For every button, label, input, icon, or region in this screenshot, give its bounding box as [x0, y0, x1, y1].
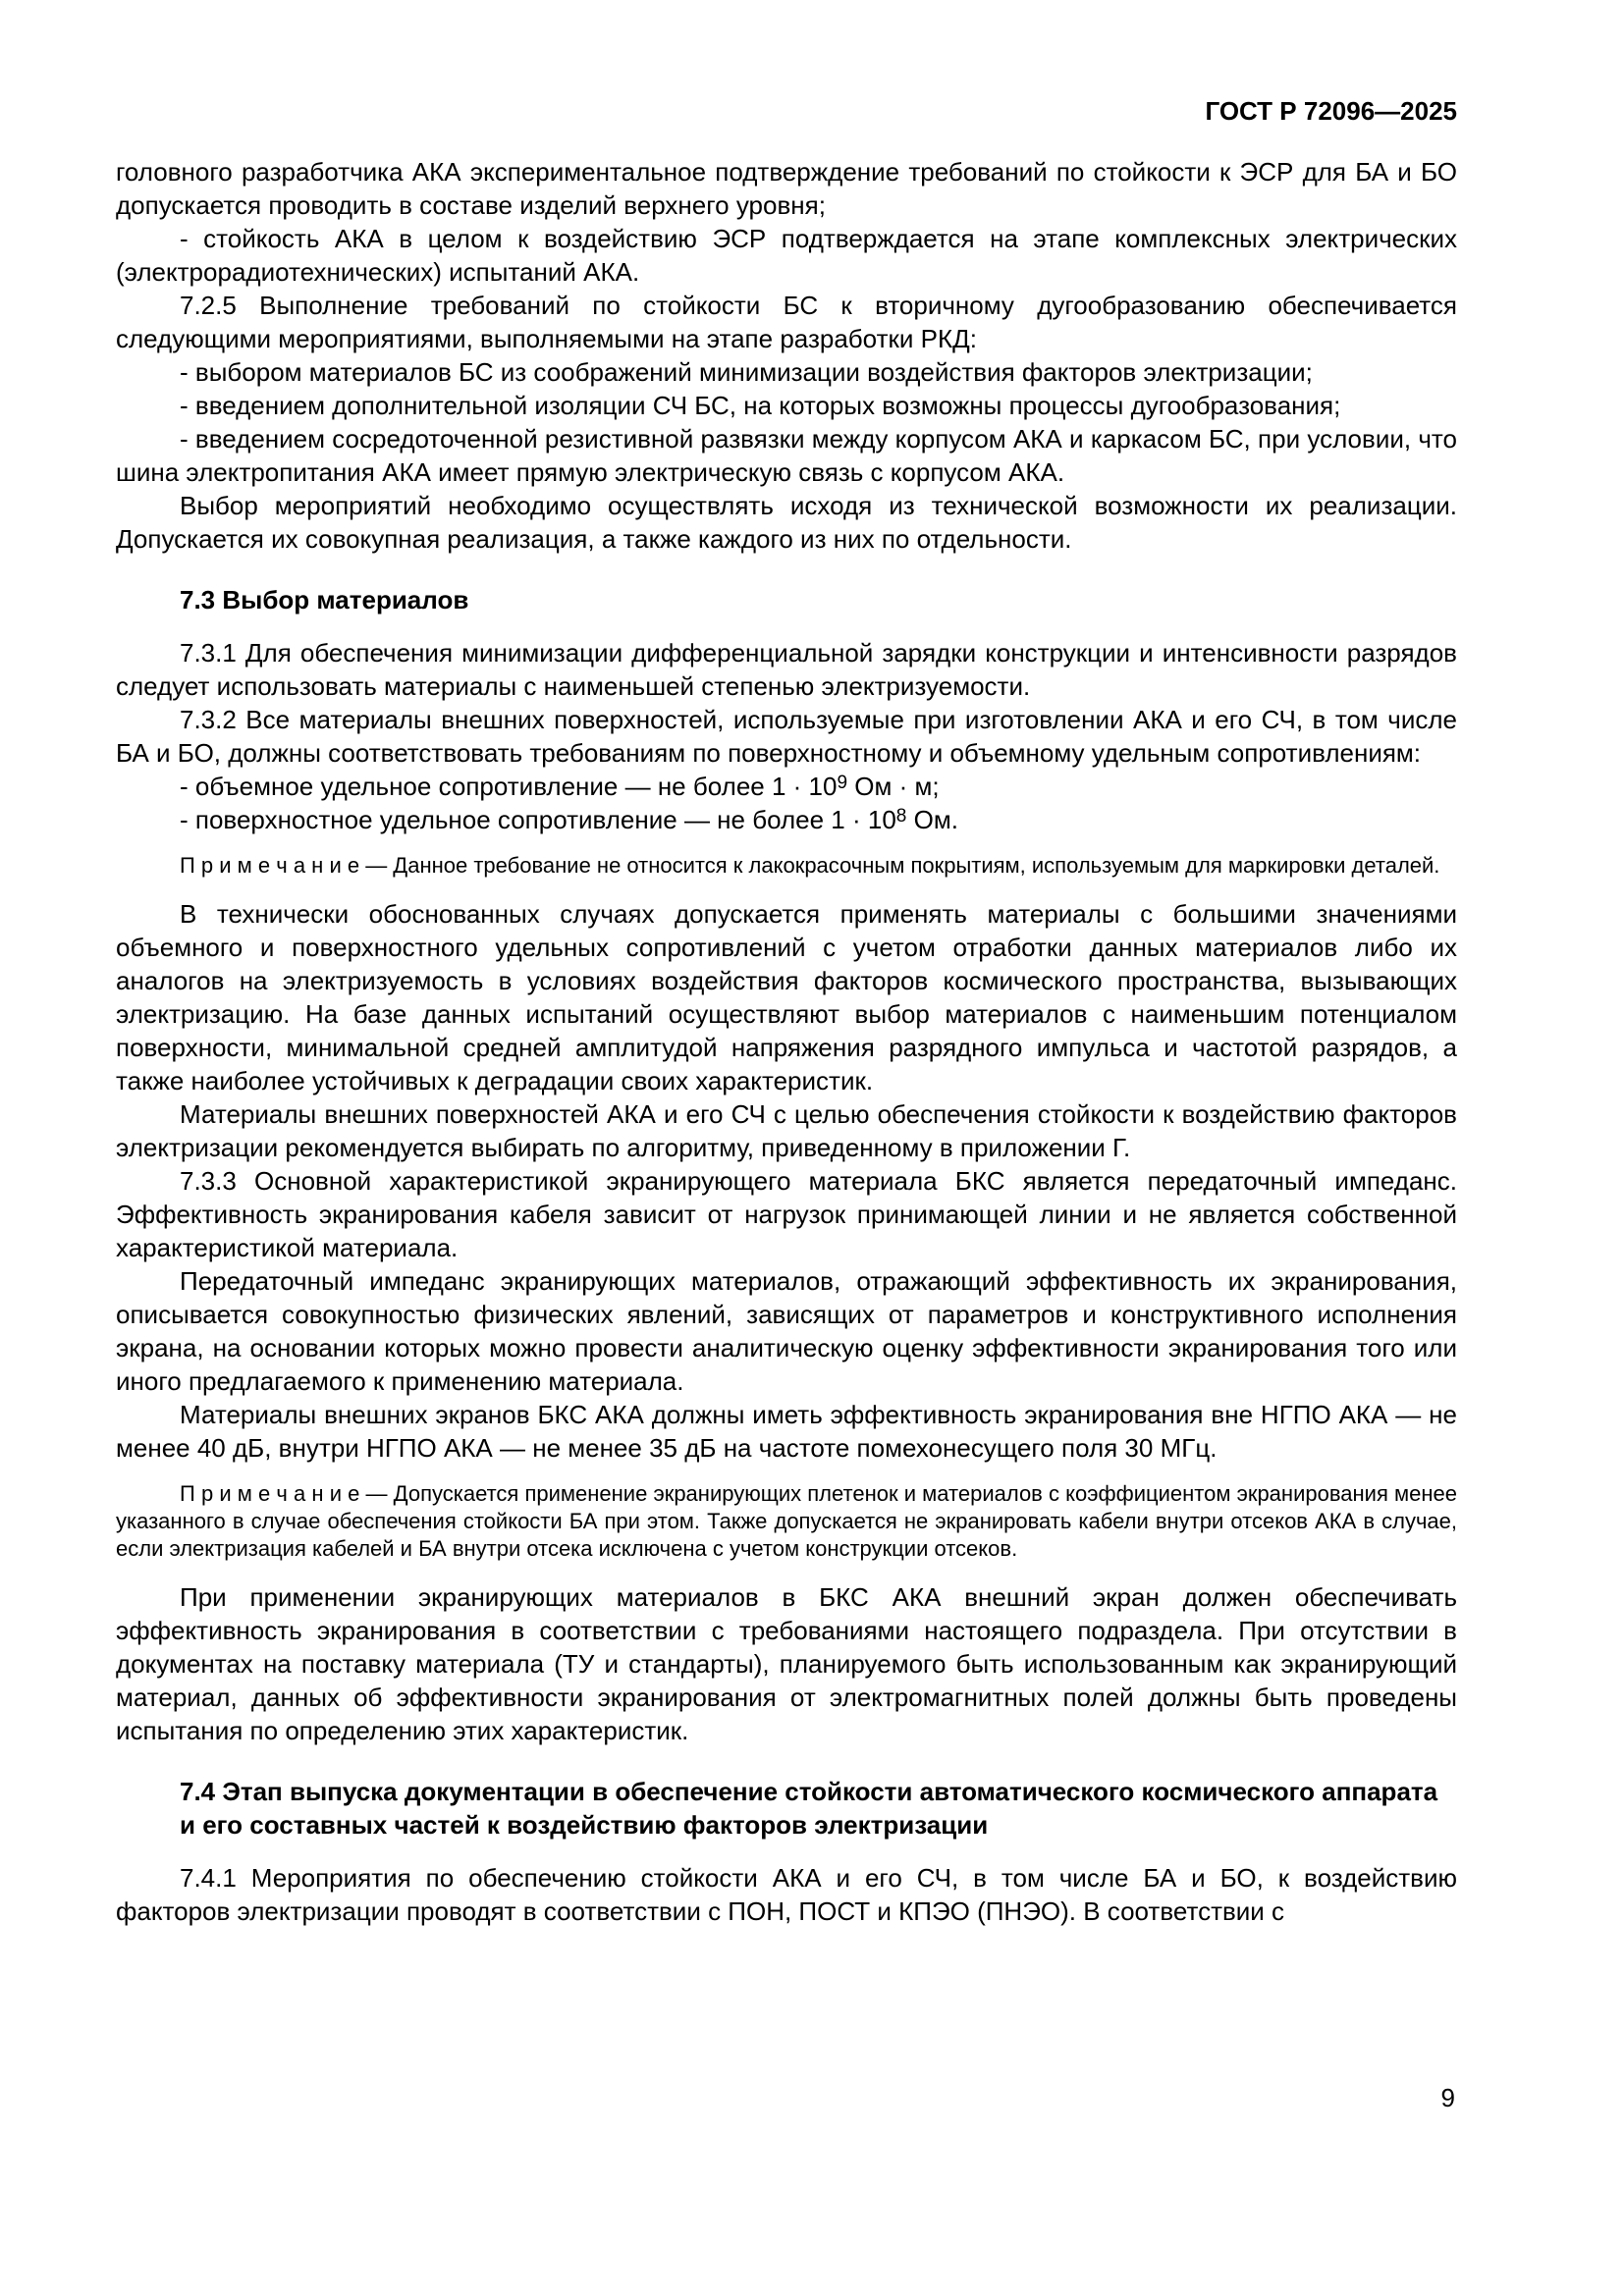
list-item [116, 803, 1457, 836]
superscript: 9 [837, 773, 848, 793]
paragraph: Материалы внешних экранов БКС АКА должны иметь эффективность экранирования вне НГПО АКА — не менее 40 дБ, внутри НГПО АКА — не менее 35 дБ на частоте помехонесущего поля 30 МГц. [116, 1400, 1457, 1463]
paragraph: 7.4.1 Мероприятия по обеспечению стойкости АКА и его СЧ, в том числе БА и БО, к воздействию факторов электризации проводят в соответствии с ПОН, ПОСТ и КПЭО (ПНЭО). В соответствии с [116, 1863, 1457, 1926]
list-item-text: Ом. [906, 805, 958, 834]
list-item: - введением дополнительной изоляции СЧ БС, на которых возможны процессы дугообразования; [180, 391, 1341, 420]
note: П р и м е ч а н и е — Данное требование не относится к лакокрасочным покрытиям, используемым для маркировки деталей. [180, 853, 1440, 878]
paragraph: В технически обоснованных случаях допускается применять материалы с большими значениями объемного и поверхностного удельных сопротивлений с учетом отработки данных материалов либо их аналогов на электризуемость в условиях воздействия факторов космического пространства, вызывающих электризацию. На базе данных испытаний осуществляют выбор материалов с наименьшим потенциалом поверхности, минимальной средней амплитудой напряжения разрядного импульса и частотой разрядов, а также наиболее устойчивых к деградации своих характеристик. [116, 899, 1457, 1095]
list-item-text: - поверхностное удельное сопротивление — не более 1 · 10 [180, 805, 896, 834]
note: П р и м е ч а н и е — Допускается применение экранирующих плетенок и материалов с коэффициентом экранирования менее указанного в случае обеспечения стойкости БА при этом. Также допускается не экранировать кабели внутри отсеков АКА в случае, если электризация кабелей и БА внутри отсека исключена с учетом конструкции отсеков. [116, 1481, 1457, 1561]
paragraph: головного разработчика АКА экспериментальное подтверждение требований по стойкости к ЭСР для БА и БО допускается проводить в составе изделий верхнего уровня; [116, 157, 1457, 220]
page-content [116, 94, 1457, 1928]
list-item [116, 770, 1457, 803]
paragraph: При применении экранирующих материалов в БКС АКА внешний экран должен обеспечивать эффективность экранирования в соответствии с требованиями настоящего подраздела. При отсутствии в документах на поставку материала (ТУ и стандарты), планируемого быть использованным как экранирующий материал, данных об эффективности экранирования от электромагнитных полей должны быть проведены испытания по определению этих характеристик. [116, 1582, 1457, 1745]
paragraph: Материалы внешних поверхностей АКА и его СЧ с целью обеспечения стойкости к воздействию факторов электризации рекомендуется выбирать по алгоритму, приведенному в приложении Г. [116, 1099, 1457, 1162]
document-code: ГОСТ Р 72096—2025 [1205, 96, 1457, 126]
list-item-text: - объемное удельное сопротивление — не более 1 · 10 [180, 772, 838, 801]
paragraph: Передаточный импеданс экранирующих материалов, отражающий эффективность их экранирования, описывается совокупностью физических явлений, зависящих от параметров и конструктивного исполнения экрана, на основании которых можно провести аналитическую оценку эффективности экранирования того или иного предлагаемого к применению материала. [116, 1266, 1457, 1396]
list-item: - стойкость АКА в целом к воздействию ЭСР подтверждается на этапе комплексных электрических (электрорадиотехнических) испытаний АКА. [116, 224, 1457, 287]
document-body [116, 155, 1457, 1928]
paragraph: 7.2.5 Выполнение требований по стойкости БС к вторичному дугообразованию обеспечивается следующими мероприятиями, выполняемыми на этапе разработки РКД: [116, 291, 1457, 353]
page-number: 9 [1440, 2083, 1455, 2112]
superscript: 8 [895, 806, 907, 827]
paragraph: 7.3.1 Для обеспечения минимизации дифференциальной зарядки конструкции и интенсивности разрядов следует использовать материалы с наименьшей степенью электризуемости. [116, 638, 1457, 701]
list-item: - введением сосредоточенной резистивной развязки между корпусом АКА и каркасом БС, при условии, что шина электропитания АКА имеет прямую электрическую связь с корпусом АКА. [116, 424, 1457, 487]
list-item: - выбором материалов БС из соображений минимизации воздействия факторов электризации; [180, 357, 1313, 387]
paragraph: 7.3.2 Все материалы внешних поверхностей, используемые при изготовлении АКА и его СЧ, в том числе БА и БО, должны соответствовать требованиям по поверхностному и объемному удельным сопротивлениям: [116, 705, 1457, 768]
paragraph: 7.3.3 Основной характеристикой экранирующего материала БКС является передаточный импеданс. Эффективность экранирования кабеля зависит от нагрузок принимающей линии и не является собственной характеристикой материала. [116, 1166, 1457, 1262]
list-item-text: Ом · м; [847, 772, 940, 801]
paragraph: Выбор мероприятий необходимо осуществлять исходя из технической возможности их реализации. Допускается их совокупная реализация, а также каждого из них по отдельности. [116, 491, 1457, 554]
section-heading-7-3: 7.3 Выбор материалов [180, 585, 469, 614]
section-heading-7-4: 7.4 Этап выпуска документации в обеспечение стойкости автоматического космического аппарата и его составных частей к воздействию факторов электризации [180, 1777, 1438, 1840]
